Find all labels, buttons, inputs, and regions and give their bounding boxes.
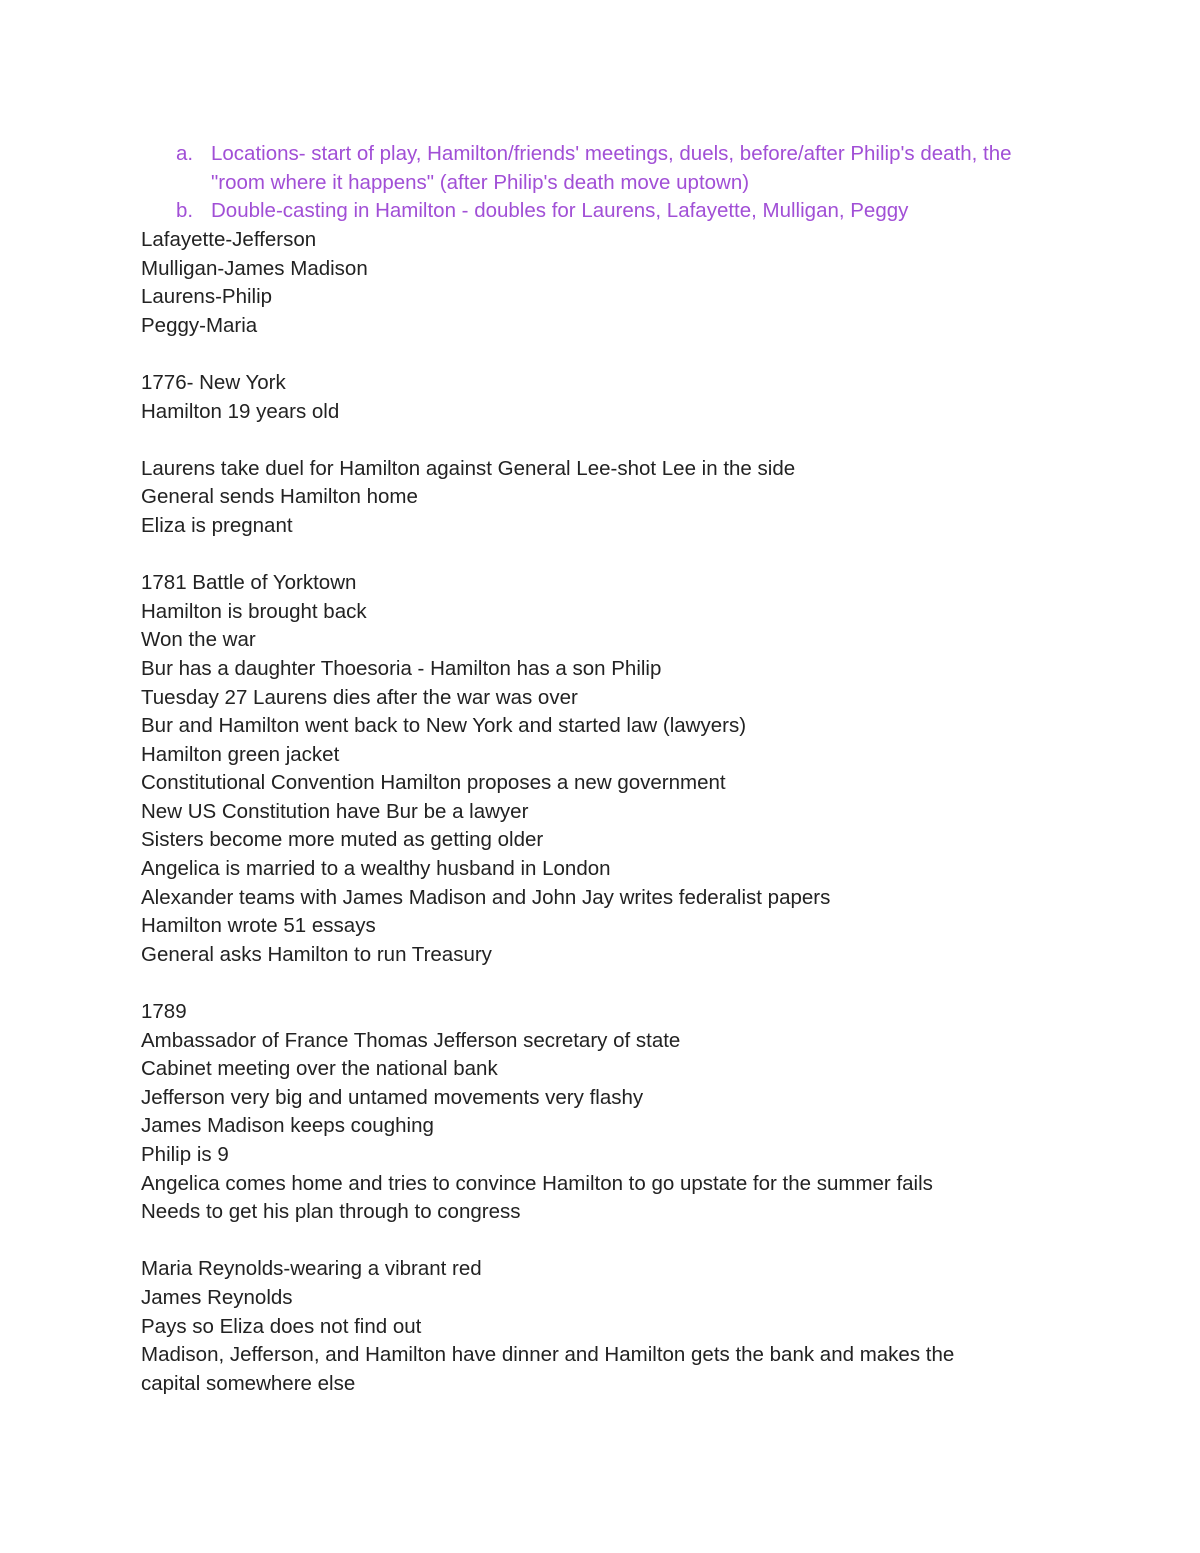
text-line: Pays so Eliza does not find out <box>141 1314 422 1338</box>
section-reynolds <box>141 1255 1071 1398</box>
text-line: 1789 <box>141 1000 187 1024</box>
text-line: General asks Hamilton to run Treasury <box>141 942 492 966</box>
text-line: Laurens-Philip <box>141 285 273 309</box>
text-line: Angelica comes home and tries to convince Hamilton to go upstate for the summer fails <box>141 1171 933 1195</box>
text-line: Tuesday 27 Laurens dies after the war was over <box>141 685 578 709</box>
text-line: Philip is 9 <box>141 1143 229 1166</box>
text-line: Alexander teams with James Madison and John Jay writes federalist papers <box>141 885 831 909</box>
text-line: Madison, Jefferson, and Hamilton have dinner and Hamilton gets the bank and makes the capital somewhere else <box>141 1343 960 1395</box>
text-line: New US Constitution have Bur be a lawyer <box>141 799 529 823</box>
section-duel <box>141 455 1071 541</box>
blank-line <box>141 340 1071 369</box>
list-item <box>0 197 1200 226</box>
list-marker: b. <box>176 199 194 223</box>
notes-body <box>141 226 1071 1398</box>
text-line: Jefferson very big and untamed movements very flashy <box>141 1085 644 1109</box>
list-item-text: Locations- start of play, Hamilton/friends' meetings, duels, before/after Philip's death, the "room where it happens" (after Philip's death move uptown) <box>211 142 1012 194</box>
text-line: 1776- New York <box>141 370 286 394</box>
list-item-text: Double-casting in Hamilton - doubles for Laurens, Lafayette, Mulligan, Peggy <box>211 199 909 223</box>
section-1789 <box>141 998 1071 1227</box>
text-line: Hamilton wrote 51 essays <box>141 914 376 938</box>
text-line: Angelica is married to a wealthy husband in London <box>141 857 611 881</box>
text-line: Lafayette-Jefferson <box>141 228 317 251</box>
text-line: Constitutional Convention Hamilton proposes a new government <box>141 771 726 795</box>
casting-section <box>141 226 1071 340</box>
text-line: Bur has a daughter Thoesoria - Hamilton has a son Philip <box>141 656 662 680</box>
list-item <box>0 140 1200 197</box>
text-line: Hamilton green jacket <box>141 742 340 766</box>
text-line: 1781 Battle of Yorktown <box>141 571 357 595</box>
text-line: Hamilton 19 years old <box>141 399 340 423</box>
text-line: Cabinet meeting over the national bank <box>141 1057 498 1081</box>
text-line: Won the war <box>141 628 256 652</box>
blank-line <box>141 541 1071 570</box>
text-line: James Reynolds <box>141 1285 293 1309</box>
text-line: Bur and Hamilton went back to New York and started law (lawyers) <box>141 714 747 738</box>
text-line: Sisters become more muted as getting older <box>141 828 544 852</box>
lettered-list <box>0 140 1200 226</box>
section-1781 <box>141 569 1071 969</box>
text-line: Mulligan-James Madison <box>141 256 368 280</box>
text-line: General sends Hamilton home <box>141 485 418 509</box>
section-1776 <box>141 369 1071 426</box>
text-line: Laurens take duel for Hamilton against General Lee-shot Lee in the side <box>141 456 796 480</box>
blank-line <box>141 969 1071 998</box>
text-line: Ambassador of France Thomas Jefferson secretary of state <box>141 1028 681 1052</box>
text-line: James Madison keeps coughing <box>141 1114 434 1138</box>
text-line: Eliza is pregnant <box>141 513 293 537</box>
text-line: Maria Reynolds-wearing a vibrant red <box>141 1257 482 1281</box>
blank-line <box>141 1227 1071 1256</box>
blank-line <box>141 426 1071 455</box>
list-marker: a. <box>176 142 194 165</box>
text-line: Needs to get his plan through to congress <box>141 1200 521 1224</box>
text-line: Peggy-Maria <box>141 313 258 337</box>
text-line: Hamilton is brought back <box>141 599 367 623</box>
